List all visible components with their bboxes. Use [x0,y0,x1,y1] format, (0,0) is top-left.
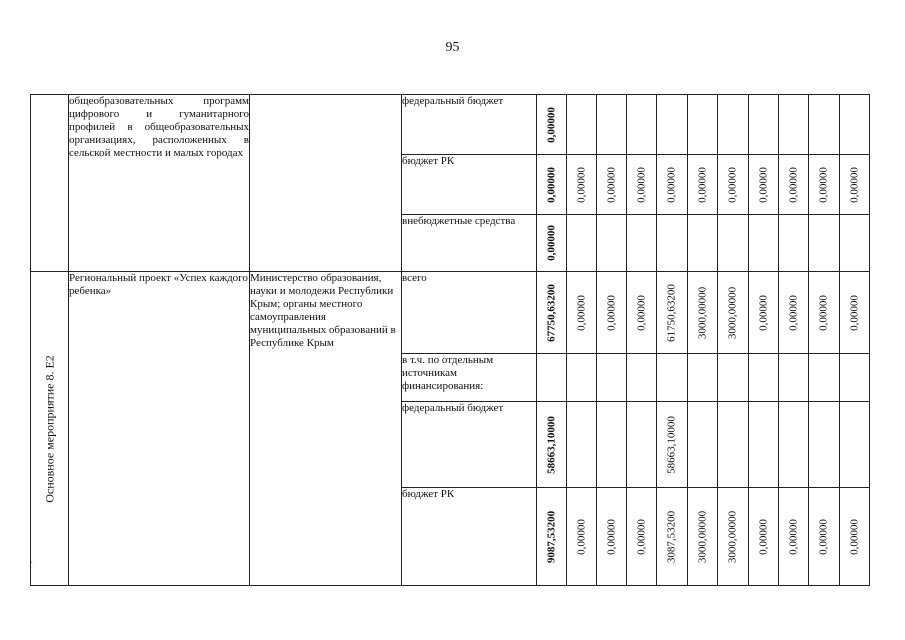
source-label: внебюджетные средства [402,215,537,272]
value-cell: 61750,63200 [657,272,688,354]
table-row [31,95,870,155]
value-cell: 0,00000 [567,155,597,215]
value-cell [567,354,597,402]
value-cell [749,402,779,488]
value-cell [749,95,779,155]
source-label: федеральный бюджет [402,402,537,488]
source-label: в т.ч. по отдельным источникам финансирования: [402,354,537,402]
value-cell [688,95,718,155]
value-cell [809,95,840,155]
value-cell [840,95,870,155]
value-cell: 0,00000 [597,155,627,215]
value-cell: 0,00000 [718,155,749,215]
value-cell [597,402,627,488]
total-cell: 9087,53200 [537,488,567,586]
value-cell [718,354,749,402]
value-cell [657,95,688,155]
value-cell: 3000,00000 [688,488,718,586]
executor-cell-empty [250,95,402,272]
value-cell: 3000,00000 [718,488,749,586]
value-cell [840,402,870,488]
value-cell: 58663,10000 [657,402,688,488]
value-cell [840,215,870,272]
value-cell [657,354,688,402]
total-cell [537,354,567,402]
total-cell: 0,00000 [537,155,567,215]
budget-table [30,94,870,586]
value-cell: 0,00000 [779,488,809,586]
value-cell [688,402,718,488]
value-cell [597,215,627,272]
value-cell: 3000,00000 [718,272,749,354]
value-cell: 0,00000 [840,155,870,215]
value-cell [567,95,597,155]
value-cell [597,354,627,402]
value-cell [657,215,688,272]
measure-cell-empty [31,95,69,272]
value-cell: 0,00000 [688,155,718,215]
value-cell: 0,00000 [840,488,870,586]
value-cell: 0,00000 [627,272,657,354]
source-label: федеральный бюджет [402,95,537,155]
value-cell: 0,00000 [657,155,688,215]
page-number: 95 [445,40,460,55]
total-cell: 0,00000 [537,95,567,155]
executor-cell: Министерство образования, науки и молодежи Республики Крым; органы местного самоуправления муниципальных образований в Республике Крым [250,272,402,586]
value-cell: 0,00000 [567,488,597,586]
description-cell: общеобразовательных программ цифрового и гуманитарного профилей в общеобразовательных организациях, расположенных в сельской местности и малых городах [69,95,250,272]
stray-mark: ´ [30,560,33,570]
value-cell: 0,00000 [627,488,657,586]
value-cell [749,354,779,402]
value-cell [718,215,749,272]
total-cell: 0,00000 [537,215,567,272]
source-label: бюджет РК [402,488,537,586]
value-cell [779,354,809,402]
value-cell: 0,00000 [809,488,840,586]
value-cell: 0,00000 [597,488,627,586]
value-cell: 0,00000 [749,272,779,354]
value-cell: 0,00000 [567,272,597,354]
value-cell [597,95,627,155]
measure-label: Основное мероприятие 8. Е2 [31,272,69,586]
value-cell [718,95,749,155]
value-cell [627,402,657,488]
value-cell [567,402,597,488]
project-cell: Региональный проект «Успех каждого ребенка» [69,272,250,586]
value-cell: 0,00000 [749,488,779,586]
value-cell: 0,00000 [840,272,870,354]
value-cell: 3000,00000 [688,272,718,354]
value-cell [749,215,779,272]
value-cell: 0,00000 [597,272,627,354]
value-cell [688,354,718,402]
value-cell: 0,00000 [749,155,779,215]
value-cell: 0,00000 [779,155,809,215]
total-cell: 58663,10000 [537,402,567,488]
value-cell [779,95,809,155]
value-cell [718,402,749,488]
value-cell [809,354,840,402]
source-label: всего [402,272,537,354]
value-cell [779,215,809,272]
value-cell [688,215,718,272]
value-cell [779,402,809,488]
value-cell: 0,00000 [809,272,840,354]
value-cell: 0,00000 [779,272,809,354]
total-cell: 67750,63200 [537,272,567,354]
value-cell: 0,00000 [627,155,657,215]
source-label: бюджет РК [402,155,537,215]
value-cell [627,95,657,155]
value-cell [809,402,840,488]
table-row [31,272,870,354]
value-cell [567,215,597,272]
value-cell [627,215,657,272]
value-cell [840,354,870,402]
value-cell [809,215,840,272]
value-cell: 0,00000 [809,155,840,215]
value-cell: 3087,53200 [657,488,688,586]
value-cell [627,354,657,402]
